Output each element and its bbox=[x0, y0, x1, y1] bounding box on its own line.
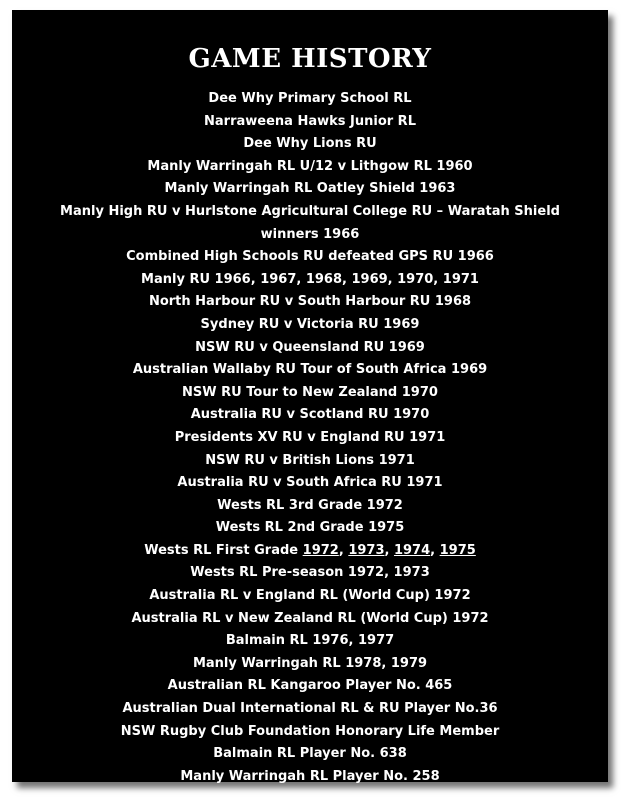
list-item: Wests RL Pre-season 1972, 1973 bbox=[190, 565, 430, 581]
list-item: Sydney RU v Victoria RU 1969 bbox=[200, 316, 420, 332]
list-item: Balmain RL 1976, 1977 bbox=[225, 633, 395, 649]
game-history-list bbox=[12, 88, 608, 788]
year-link-1973[interactable]: 1973 bbox=[348, 542, 385, 558]
separator: , bbox=[384, 542, 394, 558]
list-item: Australia RU v South Africa RU 1971 bbox=[177, 475, 443, 491]
list-item: Combined High Schools RU defeated GPS RU 1966 bbox=[126, 249, 494, 265]
list-item: North Harbour RU v South Harbour RU 1968 bbox=[148, 294, 472, 310]
year-link-1972[interactable]: 1972 bbox=[302, 542, 339, 558]
list-item: Wests RL 2nd Grade 1975 bbox=[215, 520, 405, 536]
list-item: Manly Warringah RL Oatley Shield 1963 bbox=[164, 181, 456, 197]
list-item: Manly Warringah RL U/12 v Lithgow RL 1960 bbox=[147, 158, 473, 174]
list-item: Manly Warringah RL 1978, 1979 bbox=[192, 655, 428, 671]
list-item-first-grade bbox=[12, 540, 608, 563]
list-item: Dee Why Primary School RL bbox=[208, 91, 412, 106]
year-link-1974[interactable]: 1974 bbox=[393, 542, 431, 558]
list-item: Australia RL v New Zealand RL (World Cup) 1972 bbox=[131, 610, 489, 626]
list-item: Manly High RU v Hurlstone Agricultural College RU – Waratah Shield winners 1966 bbox=[60, 203, 560, 242]
list-item: Presidents XV RU v England RU 1971 bbox=[174, 429, 446, 445]
list-item: NSW Rugby Club Foundation Honorary Life Member bbox=[120, 723, 500, 739]
list-item: Australian Dual International RL & RU Player No.36 bbox=[122, 701, 498, 717]
list-item: Wests RL 3rd Grade 1972 bbox=[217, 497, 403, 513]
year-link-1975[interactable]: 1975 bbox=[439, 542, 476, 558]
separator: , bbox=[338, 542, 349, 558]
separator: , bbox=[430, 542, 440, 558]
list-item: Australian RL Kangaroo Player No. 465 bbox=[167, 678, 453, 694]
list-item: Australia RU v Scotland RU 1970 bbox=[190, 407, 430, 423]
list-item: NSW RU v Queensland RU 1969 bbox=[195, 339, 425, 355]
list-item: Dee Why Lions RU bbox=[243, 136, 377, 152]
page-title: GAME HISTORY bbox=[188, 44, 432, 74]
list-item: Australian Wallaby RU Tour of South Africa 1969 bbox=[132, 362, 488, 378]
list-item: NSW RU v British Lions 1971 bbox=[205, 452, 415, 468]
list-item: Australia RL v England RL (World Cup) 1972 bbox=[149, 588, 471, 604]
list-item: Manly RU 1966, 1967, 1968, 1969, 1970, 1971 bbox=[141, 271, 479, 287]
first-grade-prefix: Wests RL First Grade bbox=[144, 542, 303, 558]
list-item: NSW RU Tour to New Zealand 1970 bbox=[182, 384, 438, 400]
list-item: Narraweena Hawks Junior RL bbox=[204, 113, 416, 129]
game-history-panel bbox=[12, 10, 608, 782]
list-item: Balmain RL Player No. 638 bbox=[213, 746, 407, 762]
list-item: Manly Warringah RL Player No. 258 bbox=[180, 768, 440, 784]
